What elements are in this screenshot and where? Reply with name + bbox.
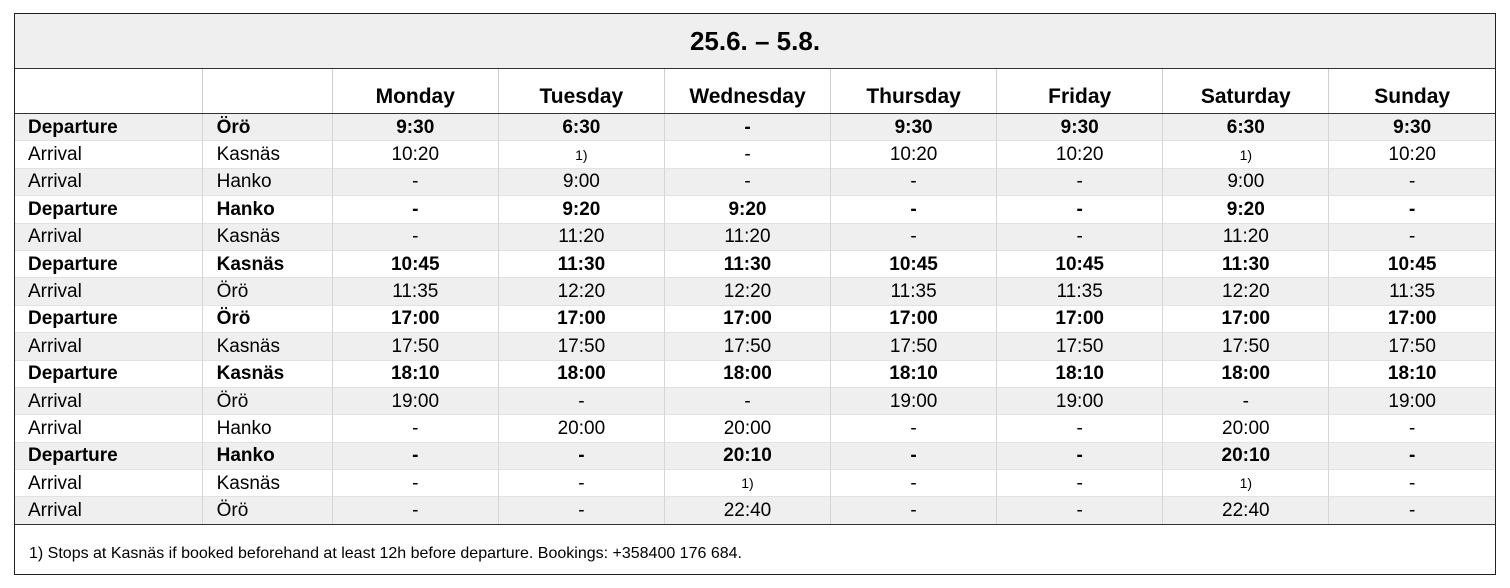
row-type: Arrival — [15, 333, 202, 360]
time-cell: - — [664, 168, 830, 195]
row-stop: Hanko — [202, 168, 332, 195]
time-cell: 11:30 — [1163, 250, 1329, 277]
time-cell: 11:35 — [332, 278, 498, 305]
row-type: Departure — [15, 114, 202, 141]
header-day: Tuesday — [498, 69, 664, 114]
time-cell: 18:10 — [831, 360, 997, 387]
header-row — [15, 69, 1495, 114]
time-cell: 18:00 — [664, 360, 830, 387]
row-type: Arrival — [15, 497, 202, 524]
time-cell: 20:00 — [664, 415, 830, 442]
time-cell: - — [332, 223, 498, 250]
time-cell: - — [498, 470, 664, 497]
header-day: Saturday — [1163, 69, 1329, 114]
time-cell: 12:20 — [1163, 278, 1329, 305]
table-row — [15, 114, 1495, 141]
time-cell: - — [1329, 168, 1495, 195]
time-cell: - — [332, 415, 498, 442]
time-cell: 17:00 — [332, 305, 498, 332]
time-cell: 10:20 — [332, 141, 498, 168]
time-cell: - — [997, 168, 1163, 195]
row-type: Arrival — [15, 470, 202, 497]
time-cell: 12:20 — [664, 278, 830, 305]
time-cell: 11:35 — [1329, 278, 1495, 305]
time-cell: 1) — [498, 141, 664, 168]
row-stop: Kasnäs — [202, 250, 332, 277]
time-cell: - — [1329, 442, 1495, 469]
time-cell: 9:30 — [831, 114, 997, 141]
time-cell: - — [664, 114, 830, 141]
time-cell: 20:00 — [498, 415, 664, 442]
time-cell: 17:50 — [498, 333, 664, 360]
time-cell: - — [498, 442, 664, 469]
time-cell: 9:20 — [664, 196, 830, 223]
time-cell: 9:00 — [498, 168, 664, 195]
table-row — [15, 415, 1495, 442]
time-cell: 1) — [664, 470, 830, 497]
time-cell: 17:00 — [498, 305, 664, 332]
time-cell: 17:00 — [1329, 305, 1495, 332]
time-cell: - — [831, 470, 997, 497]
header-day: Friday — [997, 69, 1163, 114]
row-type: Arrival — [15, 168, 202, 195]
time-cell: - — [831, 196, 997, 223]
time-cell: 6:30 — [1163, 114, 1329, 141]
time-cell: - — [332, 470, 498, 497]
time-cell: - — [332, 442, 498, 469]
row-type: Arrival — [15, 278, 202, 305]
footnote: 1) Stops at Kasnäs if booked beforehand at least 12h before departure. Bookings: +358400 176 684. — [15, 524, 1495, 583]
time-cell: 11:20 — [664, 223, 830, 250]
time-cell: - — [498, 387, 664, 414]
schedule-table — [15, 69, 1495, 524]
time-cell: - — [997, 223, 1163, 250]
time-cell: 10:45 — [831, 250, 997, 277]
time-cell: - — [831, 415, 997, 442]
time-cell: 10:45 — [332, 250, 498, 277]
header-day: Thursday — [831, 69, 997, 114]
time-cell: 17:00 — [664, 305, 830, 332]
table-row — [15, 470, 1495, 497]
header-blank — [15, 69, 202, 114]
time-cell: - — [997, 415, 1163, 442]
time-cell: 11:35 — [997, 278, 1163, 305]
timetable-title: 25.6. – 5.8. — [15, 14, 1495, 69]
row-type: Arrival — [15, 141, 202, 168]
time-cell: 1) — [1163, 141, 1329, 168]
row-type: Departure — [15, 250, 202, 277]
time-cell: 22:40 — [1163, 497, 1329, 524]
row-stop: Kasnäs — [202, 223, 332, 250]
time-cell: - — [332, 168, 498, 195]
time-cell: 18:00 — [1163, 360, 1329, 387]
time-cell: - — [997, 497, 1163, 524]
time-cell: 11:30 — [498, 250, 664, 277]
row-stop: Örö — [202, 387, 332, 414]
time-cell: 1) — [1163, 470, 1329, 497]
time-cell: 17:50 — [1329, 333, 1495, 360]
time-cell: 18:10 — [332, 360, 498, 387]
table-row — [15, 278, 1495, 305]
time-cell: 18:10 — [997, 360, 1163, 387]
timetable — [14, 13, 1496, 575]
row-stop: Kasnäs — [202, 333, 332, 360]
time-cell: 20:10 — [664, 442, 830, 469]
header-day: Wednesday — [664, 69, 830, 114]
table-row — [15, 360, 1495, 387]
time-cell: - — [997, 442, 1163, 469]
time-cell: 10:20 — [997, 141, 1163, 168]
table-row — [15, 196, 1495, 223]
time-cell: 20:10 — [1163, 442, 1329, 469]
time-cell: - — [664, 141, 830, 168]
time-cell: - — [831, 168, 997, 195]
time-cell: 11:20 — [498, 223, 664, 250]
header-day: Sunday — [1329, 69, 1495, 114]
time-cell: 17:00 — [831, 305, 997, 332]
table-row — [15, 223, 1495, 250]
table-row — [15, 141, 1495, 168]
time-cell: - — [997, 470, 1163, 497]
time-cell: 19:00 — [1329, 387, 1495, 414]
time-cell: 10:20 — [1329, 141, 1495, 168]
time-cell: 22:40 — [664, 497, 830, 524]
time-cell: 18:10 — [1329, 360, 1495, 387]
time-cell: 17:00 — [1163, 305, 1329, 332]
row-stop: Kasnäs — [202, 141, 332, 168]
time-cell: 10:45 — [1329, 250, 1495, 277]
time-cell: - — [831, 497, 997, 524]
table-row — [15, 387, 1495, 414]
row-stop: Kasnäs — [202, 470, 332, 497]
time-cell: - — [1329, 470, 1495, 497]
row-type: Departure — [15, 360, 202, 387]
row-type: Arrival — [15, 223, 202, 250]
time-cell: 9:30 — [997, 114, 1163, 141]
table-row — [15, 168, 1495, 195]
time-cell: - — [831, 442, 997, 469]
time-cell: 9:20 — [498, 196, 664, 223]
table-row — [15, 442, 1495, 469]
time-cell: 9:00 — [1163, 168, 1329, 195]
time-cell: 20:00 — [1163, 415, 1329, 442]
time-cell: 17:00 — [997, 305, 1163, 332]
time-cell: - — [997, 196, 1163, 223]
row-type: Departure — [15, 442, 202, 469]
row-type: Departure — [15, 305, 202, 332]
table-row — [15, 497, 1495, 524]
time-cell: 19:00 — [997, 387, 1163, 414]
time-cell: 9:20 — [1163, 196, 1329, 223]
time-cell: - — [1329, 415, 1495, 442]
time-cell: 9:30 — [332, 114, 498, 141]
time-cell: 17:50 — [997, 333, 1163, 360]
table-row — [15, 333, 1495, 360]
time-cell: 17:50 — [1163, 333, 1329, 360]
table-row — [15, 250, 1495, 277]
time-cell: 11:20 — [1163, 223, 1329, 250]
schedule-body — [15, 114, 1495, 524]
row-stop: Örö — [202, 497, 332, 524]
time-cell: 19:00 — [831, 387, 997, 414]
time-cell: 19:00 — [332, 387, 498, 414]
time-cell: 17:50 — [332, 333, 498, 360]
time-cell: 9:30 — [1329, 114, 1495, 141]
row-type: Arrival — [15, 387, 202, 414]
row-stop: Hanko — [202, 442, 332, 469]
time-cell: 12:20 — [498, 278, 664, 305]
time-cell: - — [831, 223, 997, 250]
time-cell: 17:50 — [831, 333, 997, 360]
table-row — [15, 305, 1495, 332]
time-cell: - — [1163, 387, 1329, 414]
time-cell: - — [664, 387, 830, 414]
time-cell: 11:30 — [664, 250, 830, 277]
time-cell: 10:20 — [831, 141, 997, 168]
row-stop: Örö — [202, 305, 332, 332]
row-stop: Örö — [202, 114, 332, 141]
row-stop: Kasnäs — [202, 360, 332, 387]
header-blank — [202, 69, 332, 114]
time-cell: - — [498, 497, 664, 524]
time-cell: 18:00 — [498, 360, 664, 387]
row-stop: Hanko — [202, 415, 332, 442]
time-cell: - — [332, 497, 498, 524]
time-cell: - — [1329, 223, 1495, 250]
time-cell: - — [332, 196, 498, 223]
time-cell: - — [1329, 196, 1495, 223]
time-cell: 10:45 — [997, 250, 1163, 277]
header-day: Monday — [332, 69, 498, 114]
time-cell: 6:30 — [498, 114, 664, 141]
time-cell: 11:35 — [831, 278, 997, 305]
row-stop: Hanko — [202, 196, 332, 223]
time-cell: - — [1329, 497, 1495, 524]
row-type: Departure — [15, 196, 202, 223]
row-type: Arrival — [15, 415, 202, 442]
row-stop: Örö — [202, 278, 332, 305]
time-cell: 17:50 — [664, 333, 830, 360]
